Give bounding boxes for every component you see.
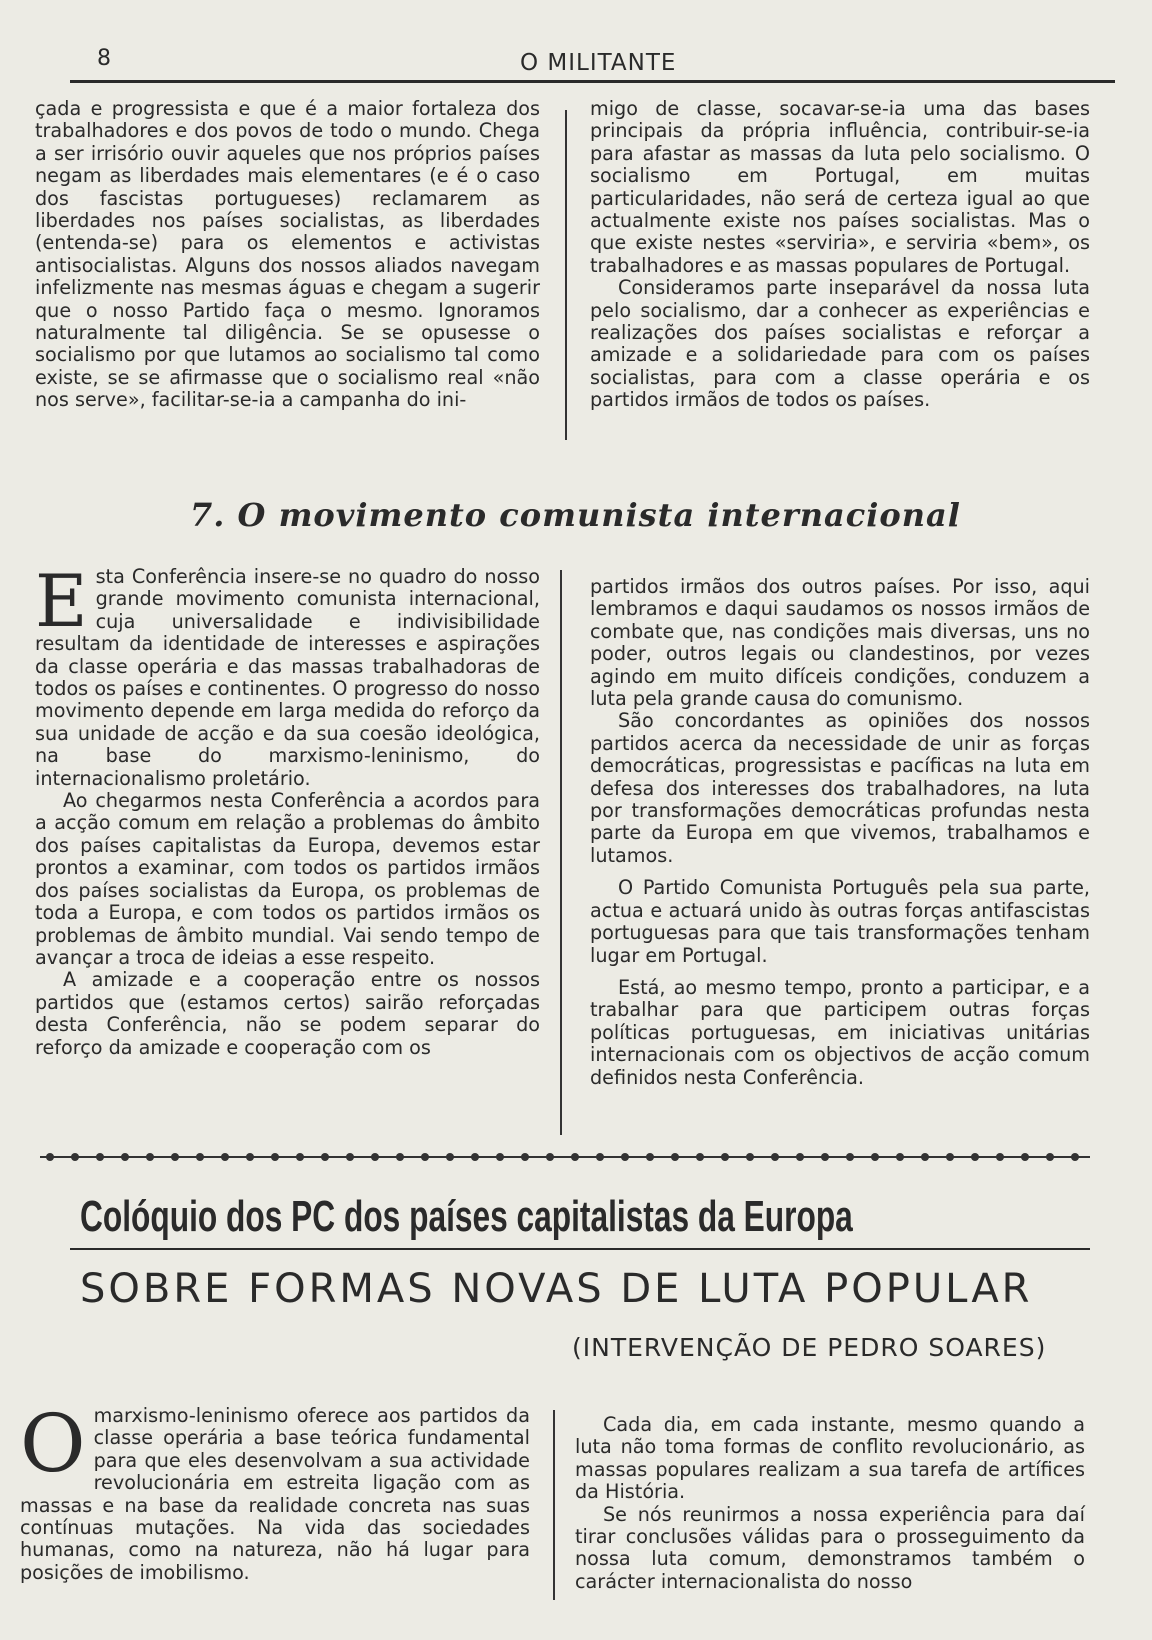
section7-right-column xyxy=(590,576,1090,1089)
article-byline: (INTERVENÇÃO DE PEDRO SOARES) xyxy=(572,1333,1047,1362)
ornamental-separator xyxy=(40,1147,1090,1167)
paragraph: Esta Conferência insere-se no quadro do nosso grande movimento comunista internacional, cuja universalidade e indivisibilidade resultam da identidade de interesses e aspirações da classe operária e das massas trabalhadoras de todos os países e continentes. O progresso do nosso movimento depende em larga medida do reforço da sua unidade de acção e da sua coesão ideológica, na base do marxismo-leninismo, do internacionalismo proletário. xyxy=(35,559,540,790)
section-title: 7. O movimento comunista internacional xyxy=(190,496,961,534)
paragraph: partidos irmãos dos outros países. Por isso, aqui lembramos e daqui saudamos os nossos irmãos de combate que, nas condições mais diversas, uns no poder, outros legais ou clandestinos, por vezes agindo em muito difíceis condições, conduzem a luta pela grande causa do comunismo. xyxy=(590,575,1090,711)
drop-cap: E xyxy=(35,559,88,643)
top-left-column xyxy=(35,98,540,412)
paragraph: São concordantes as opiniões dos nossos partidos acerca da necessidade de unir as forças democráticas, progressistas e pacíficas na luta em defesa dos interesses dos trabalhadores, na luta por transformações democráticas profundas nesta parte da Europa em que vivemos, trabalhamos e lutamos. xyxy=(590,709,1090,867)
column-divider xyxy=(560,570,562,1135)
paragraph: Ao chegarmos nesta Conferência a acordos para a acção comum em relação a problemas do âmbito dos países capitalistas da Europa, devemos estar prontos a examinar, com todos os partidos irmãos dos países socialistas da Europa, os problemas de toda a Europa, e com todos os partidos irmãos os problemas de âmbito mundial. Vai sendo tempo de avançar a troca de ideias a esse respeito. xyxy=(35,789,540,969)
paragraph: Consideramos parte inseparável da nossa luta pelo socialismo, dar a conhecer as experiências e realizações dos países socialistas e reforçar a amizade e a solidariedade para com os países socialistas, para com a classe operária e os partidos irmãos de todos os países. xyxy=(590,276,1090,412)
article-headline: SOBRE FORMAS NOVAS DE LUTA POPULAR xyxy=(80,1266,1033,1312)
paragraph: Se nós reunirmos a nossa experiência para daí tirar conclusões válidas para o prosseguimento da nossa luta comum, demonstramos também o carácter internacionalista do nosso xyxy=(575,1502,1085,1593)
paragraph: migo de classe, socavar-se-ia uma das bases principais da própria influência, contribuir-se-ia para afastar as massas da luta pelo socialismo. O socialismo em Portugal, em muitas particularidades, não será de certeza igual ao que actualmente existe nos países socialistas. Mas o que existe nestes «serviria», e serviria «bem», os trabalhadores e as massas populares de Portugal. xyxy=(590,97,1090,277)
paragraph: A amizade e a cooperação entre os nossos partidos que (estamos certos) sairão reforçadas desta Conferência, não se podem separar do reforço da amizade e cooperação com os xyxy=(35,968,540,1059)
article-kicker: Colóquio dos PC dos países capitalistas da Europa xyxy=(80,1192,853,1241)
paragraph: Está, ao mesmo tempo, pronto a participar, e a trabalhar para que participem outras forças políticas portuguesas, em iniciativas unitárias internacionais com os objectivos de acção comum definidos nesta Conferência. xyxy=(590,975,1090,1089)
paragraph: O marxismo-leninismo oferece aos partidos da classe operária a base teórica fundamental para que eles desenvolvam a sua actividade revolucionária em estreita ligação com as massas e na base da realidade concreta nas suas contínuas mutações. Na vida das sociedades humanas, como na natureza, não há lugar para posições de imobilismo. xyxy=(20,1397,530,1584)
page-number: 8 xyxy=(97,46,111,71)
paragraph: O Partido Comunista Português pela sua parte, actua e actuará unido às outras forças antifascistas portuguesas para que tais transformações tenham lugar em Portugal. xyxy=(590,876,1090,967)
top-right-column xyxy=(590,98,1090,412)
kicker-rule xyxy=(70,1248,1090,1250)
paragraph: çada e progressista e que é a maior fortaleza dos trabalhadores e dos povos de todo o mundo. Chega a ser irrisório ouvir aqueles que nos próprios países negam as liberdades mais elementares (e é o caso dos fascistas portugueses) reclamarem as liberdades nos países socialistas, as liberdades (entenda-se) para os elementos e activistas antisocialistas. Alguns dos nossos aliados navegam infelizmente nas mesmas águas e chegam a sugerir que o nosso Partido faça o mesmo. Ignoramos naturalmente tal diligência. Se se opusesse o socialismo por que lutamos ao socialismo tal como existe, se se afirmasse que o socialismo real «não nos serve», facilitar-se-ia a campanha do ini- xyxy=(35,97,540,412)
column-divider xyxy=(553,1410,555,1600)
section7-left-column xyxy=(35,559,540,1059)
publication-title: O MILITANTE xyxy=(520,50,677,76)
article-left-column xyxy=(20,1397,530,1584)
header-rule xyxy=(70,80,1115,83)
column-divider xyxy=(565,110,567,440)
paragraph: Cada dia, em cada instante, mesmo quando a luta não toma formas de conflito revolucionário, as massas populares realizam a sua tarefa de artífices da História. xyxy=(575,1413,1085,1504)
article-right-column xyxy=(575,1414,1085,1593)
drop-cap: O xyxy=(20,1397,86,1490)
